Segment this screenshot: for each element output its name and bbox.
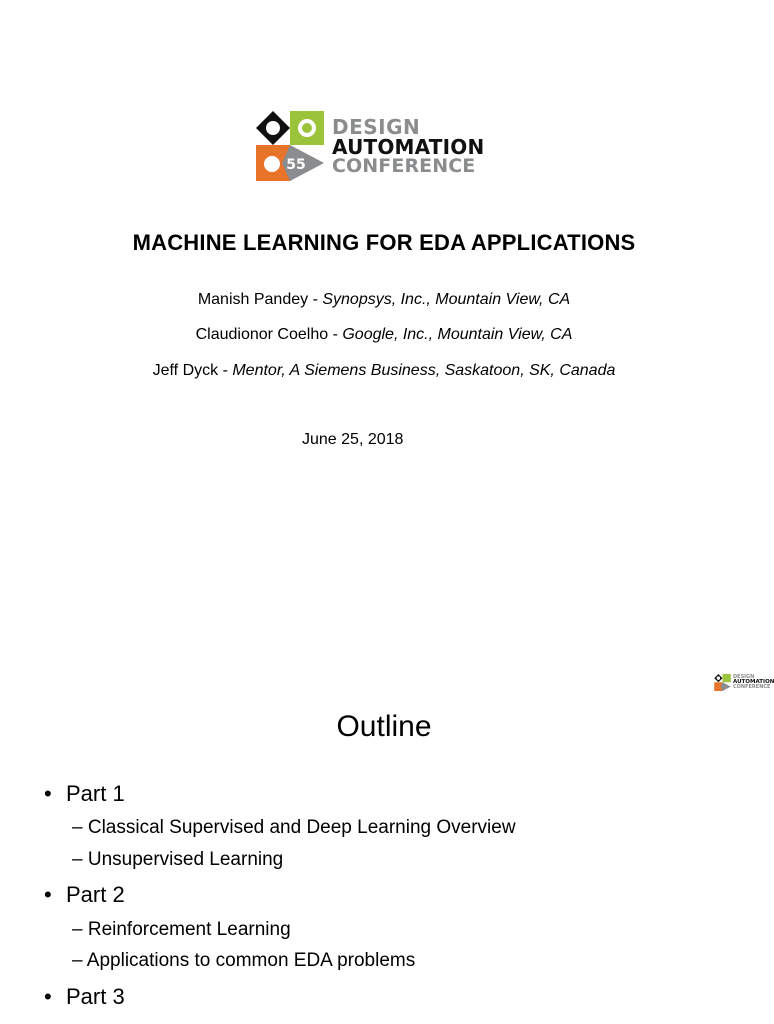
outline-slide [0,660,774,1024]
author-affiliation: Synopsys, Inc., Mountain View, CA [322,291,571,308]
dac-logo-mark-icon [256,111,324,181]
list-item: • Part 1 [44,781,125,806]
logo-word-conference: CONFERENCE [733,684,771,691]
list-subitem: – Reinforcement Learning [72,919,291,940]
logo-word-conference: CONFERENCE [332,154,476,177]
part-label: Part 1 [66,781,125,806]
list-subitem: – Applications to common EDA problems [72,950,416,971]
dac-logo-mark-icon [714,674,731,691]
author-affiliation: Mentor, A Siemens Business, Saskatoon, SK, Canada [232,362,616,379]
slide-title: MACHINE LEARNING FOR EDA APPLICATIONS [132,230,636,255]
outline-title: Outline [336,710,432,743]
list-subitem: – Classical Supervised and Deep Learning Overview [72,817,516,838]
dac-logo [256,111,484,181]
author-affiliation: Google, Inc., Mountain View, CA [342,326,573,343]
logo-word-automation: AUTOMATION [332,134,485,159]
presentation-date: June 25, 2018 [302,431,404,448]
part-label: Part 3 [66,984,125,1009]
logo-word-automation: AUTOMATION [733,678,774,685]
list-item: • Part 3 [44,984,125,1009]
logo-word-design: DESIGN [332,114,421,139]
logo-badge-number: 55 [286,157,306,173]
part-label: Part 2 [66,882,125,907]
author-name: Jeff Dyck - [152,362,233,379]
author-line [0,326,768,344]
list-subitem: – Unsupervised Learning [72,849,284,870]
logo-word-design: DESIGN [733,673,755,680]
dac-logo-small [714,674,774,691]
author-name: Manish Pandey - [197,291,323,308]
list-item: • Part 2 [44,882,125,907]
author-line [0,291,768,309]
author-name: Claudionor Coelho - [195,326,343,343]
author-line [0,362,768,380]
